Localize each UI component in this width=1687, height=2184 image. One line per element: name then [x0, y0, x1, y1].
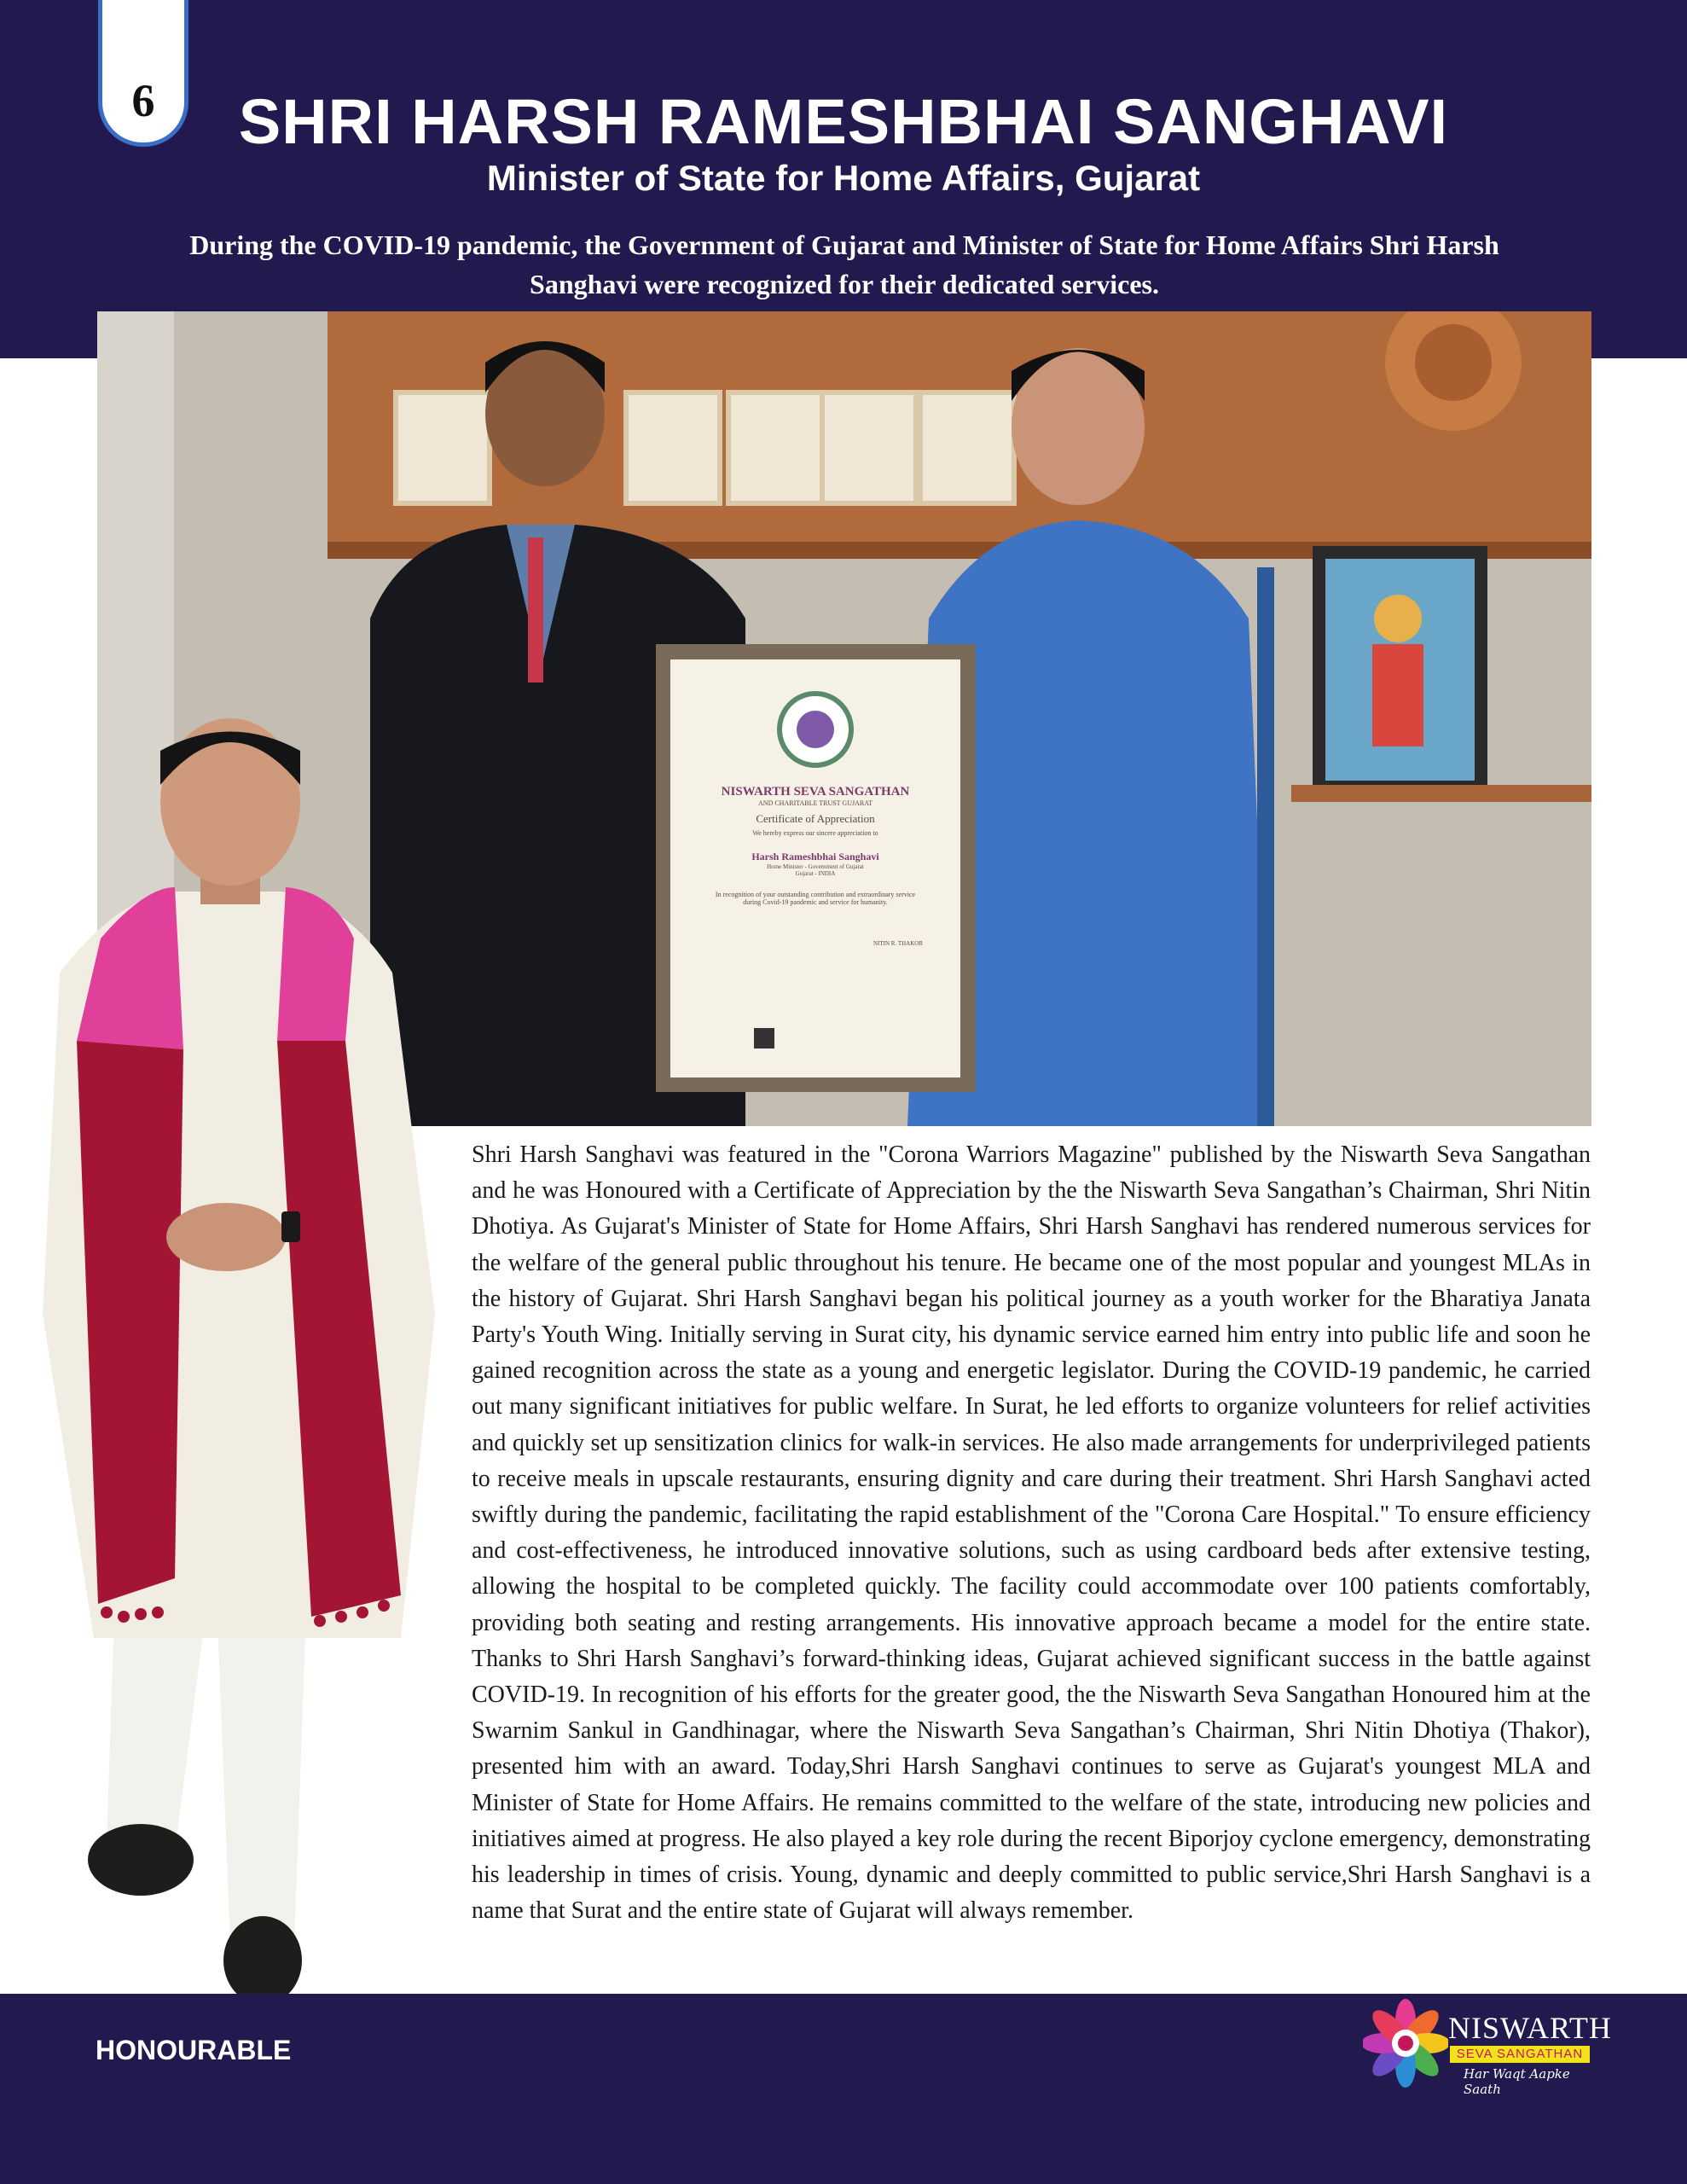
certificate-text: [682, 785, 948, 947]
certificate-citation: In recognition of your outstanding contribution and extraordinary service during Covid-19 pandemic and service for humanity.: [715, 891, 916, 906]
certificate-heading: Certificate of Appreciation: [756, 812, 875, 825]
logo-name: NISWARTH: [1448, 2011, 1612, 2045]
niswarth-lotus-logo-icon: [1363, 1996, 1448, 2090]
page-title: SHRI HARSH RAMESHBHAI SANGHAVI: [238, 86, 1449, 157]
certificate-recipient: Harsh Rameshbhai Sanghavi: [751, 851, 879, 863]
page-number: 6: [131, 75, 155, 126]
minister-portrait: [26, 717, 478, 2013]
certificate-line: We hereby express our sincere appreciation to: [752, 829, 878, 837]
certificate-org-sub: AND CHARITABLE TRUST GUJARAT: [758, 799, 872, 807]
certificate-recipient-role: Home Minister - Government of Gujarat: [767, 863, 864, 870]
article-body: Shri Harsh Sanghavi was featured in the "Corona Warriors Magazine" published by the Niswarth Seva Sangathan and he was Honoured with a Certificate of Appreciation by the the Niswarth Seva Sangathan’s Chairman, Shri Nitin Dhotiya. As Gujarat's Minister of State for Home Affairs, Shri Harsh Sanghavi has rendered numerous services for the welfare of the general public throughout his tenure. He became one of the most popular and youngest MLAs in the history of Gujarat. Shri Harsh Sanghavi began his political journey as a youth worker for the Bharatiya Janata Party's Youth Wing. Initially serving in Surat city, his dynamic service earned him entry into public life and soon he gained recognition across the state as a young and energetic legislator. During the COVID-19 pandemic, he carried out many significant initiatives for public welfare. In Surat, he led efforts to organize volunteers for relief activities and quickly set up sensitization clinics for walk-in services. He also made arrangements for underprivileged patients to receive meals in upscale restaurants, ensuring dignity and care during their treatment. Shri Harsh Sanghavi acted swiftly during the pandemic, facilitating the rapid establishment of the "Corona Care Hospital." To ensure efficiency and cost-effectiveness, he introduced innovative solutions, such as using cardboard beds after extensive testing, allowing the hospital to be completed quickly. The facility could accommodate over 100 patients comfortably, providing both seating and resting arrangements. His innovative approach became a model for the entire state. Thanks to Shri Harsh Sanghavi’s forward-thinking ideas, Gujarat achieved significant success in the battle against COVID-19. In recognition of his efforts for the greater good, the the Niswarth Seva Sangathan Honoured him at the Swarnim Sankul in Gandhinagar, where the Niswarth Seva Sangathan’s Chairman, Shri Nitin Dhotiya (Thakor), presented him with an award. Today,Shri Harsh Sanghavi continues to serve as Gujarat's youngest MLA and Minister of State for Home Affairs. He remains committed to the welfare of the state, introducing new policies and initiatives aimed at progress. He also played a key role during the recent Biporjoy cyclone emergency, demonstrating his leadership in times of crisis. Young, dynamic and deeply committed to public service,Shri Harsh Sanghavi is a name that Surat and the entire state of Gujarat will always remember.: [472, 1141, 1591, 1925]
logo-tagline: Har Waqt Aapke Saath: [1464, 2066, 1570, 2097]
certificate-recipient-place: Gujarat - INDIA: [795, 870, 836, 877]
certificate-signatory: NITIN R. THAKOR: [872, 940, 923, 947]
niswarth-logo: [1363, 1996, 1612, 2097]
certificate-org: NISWARTH SEVA SANGATHAN: [721, 785, 910, 799]
intro-text: During the COVID-19 pandemic, the Government of Gujarat and Minister of State for Home Affairs Shri Harsh Sanghavi were recognized for their dedicated services.: [189, 229, 1499, 299]
page-subtitle: Minister of State for Home Affairs, Gujarat: [486, 158, 1201, 198]
logo-subtitle: SEVA SANGATHAN: [1450, 2046, 1590, 2063]
footer-label: HONOURABLE: [96, 2035, 292, 2065]
